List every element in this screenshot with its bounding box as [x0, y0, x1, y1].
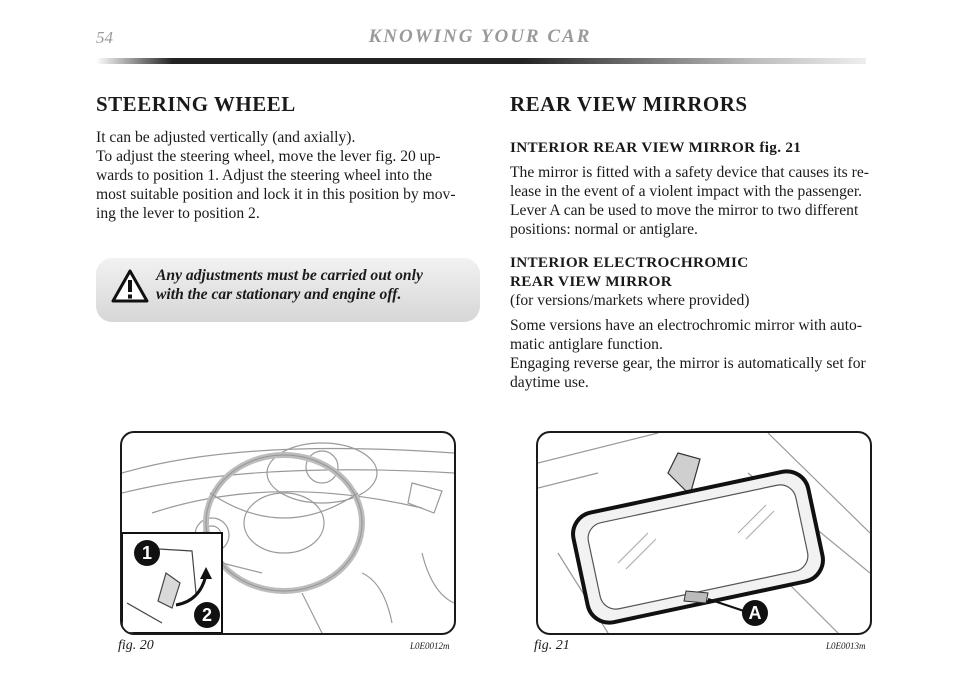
text-line: ing the lever to position 2.: [96, 205, 260, 222]
figure-20-code: L0E0012m: [410, 641, 450, 651]
text-line: most suitable position and lock it in this position by mov-: [96, 186, 456, 203]
warning-text: [156, 266, 468, 304]
electrochromic-subheading: INTERIOR ELECTROCHROMIC: [510, 254, 749, 271]
text-line: Some versions have an electrochromic mirror with auto-: [510, 317, 863, 334]
steering-wheel-heading: STEERING WHEEL: [96, 92, 296, 116]
text-line: lease in the event of a violent impact with the passenger.: [510, 183, 863, 200]
figure-21-illustration: [536, 431, 872, 635]
callout-a: A: [742, 600, 768, 626]
text-line: wards to position 1. Adjust the steering wheel into the: [96, 167, 433, 184]
steering-wheel-drawing: [122, 433, 454, 633]
header-rule: [96, 58, 866, 64]
chapter-title: KNOWING YOUR CAR: [368, 26, 592, 47]
rear-view-mirror-drawing: [538, 433, 870, 633]
warning-line: Any adjustments must be carried out only: [156, 267, 423, 284]
figure-20-caption: fig. 20: [118, 638, 154, 653]
text-line: matic antiglare function.: [510, 336, 663, 353]
steering-wheel-text: [96, 128, 480, 223]
rear-view-mirrors-text: [510, 138, 896, 392]
figure-20-illustration: [120, 431, 456, 635]
text-line: The mirror is fitted with a safety device that causes its re-: [510, 164, 869, 181]
text-line: daytime use.: [510, 374, 589, 391]
figure-21-caption: fig. 21: [534, 638, 570, 653]
text-line: Engaging reverse gear, the mirror is automatically set for: [510, 355, 866, 372]
page-number: 54: [96, 28, 113, 47]
callout-1: 1: [134, 540, 160, 566]
text-line: positions: normal or antiglare.: [510, 221, 698, 238]
interior-mirror-subheading: INTERIOR REAR VIEW MIRROR fig. 21: [510, 139, 802, 156]
electrochromic-subheading-2: REAR VIEW MIRROR: [510, 273, 673, 290]
warning-triangle-icon: [110, 268, 150, 304]
warning-line: with the car stationary and engine off.: [156, 286, 402, 303]
text-line: It can be adjusted vertically (and axially).: [96, 129, 356, 146]
versions-note: (for versions/markets where provided): [510, 292, 750, 309]
text-line: Lever A can be used to move the mirror to two different: [510, 202, 859, 219]
text-line: To adjust the steering wheel, move the lever fig. 20 up-: [96, 148, 441, 165]
figure-21-code: L0E0013m: [826, 641, 866, 651]
rear-view-mirrors-heading: REAR VIEW MIRRORS: [510, 92, 748, 116]
callout-2: 2: [194, 602, 220, 628]
